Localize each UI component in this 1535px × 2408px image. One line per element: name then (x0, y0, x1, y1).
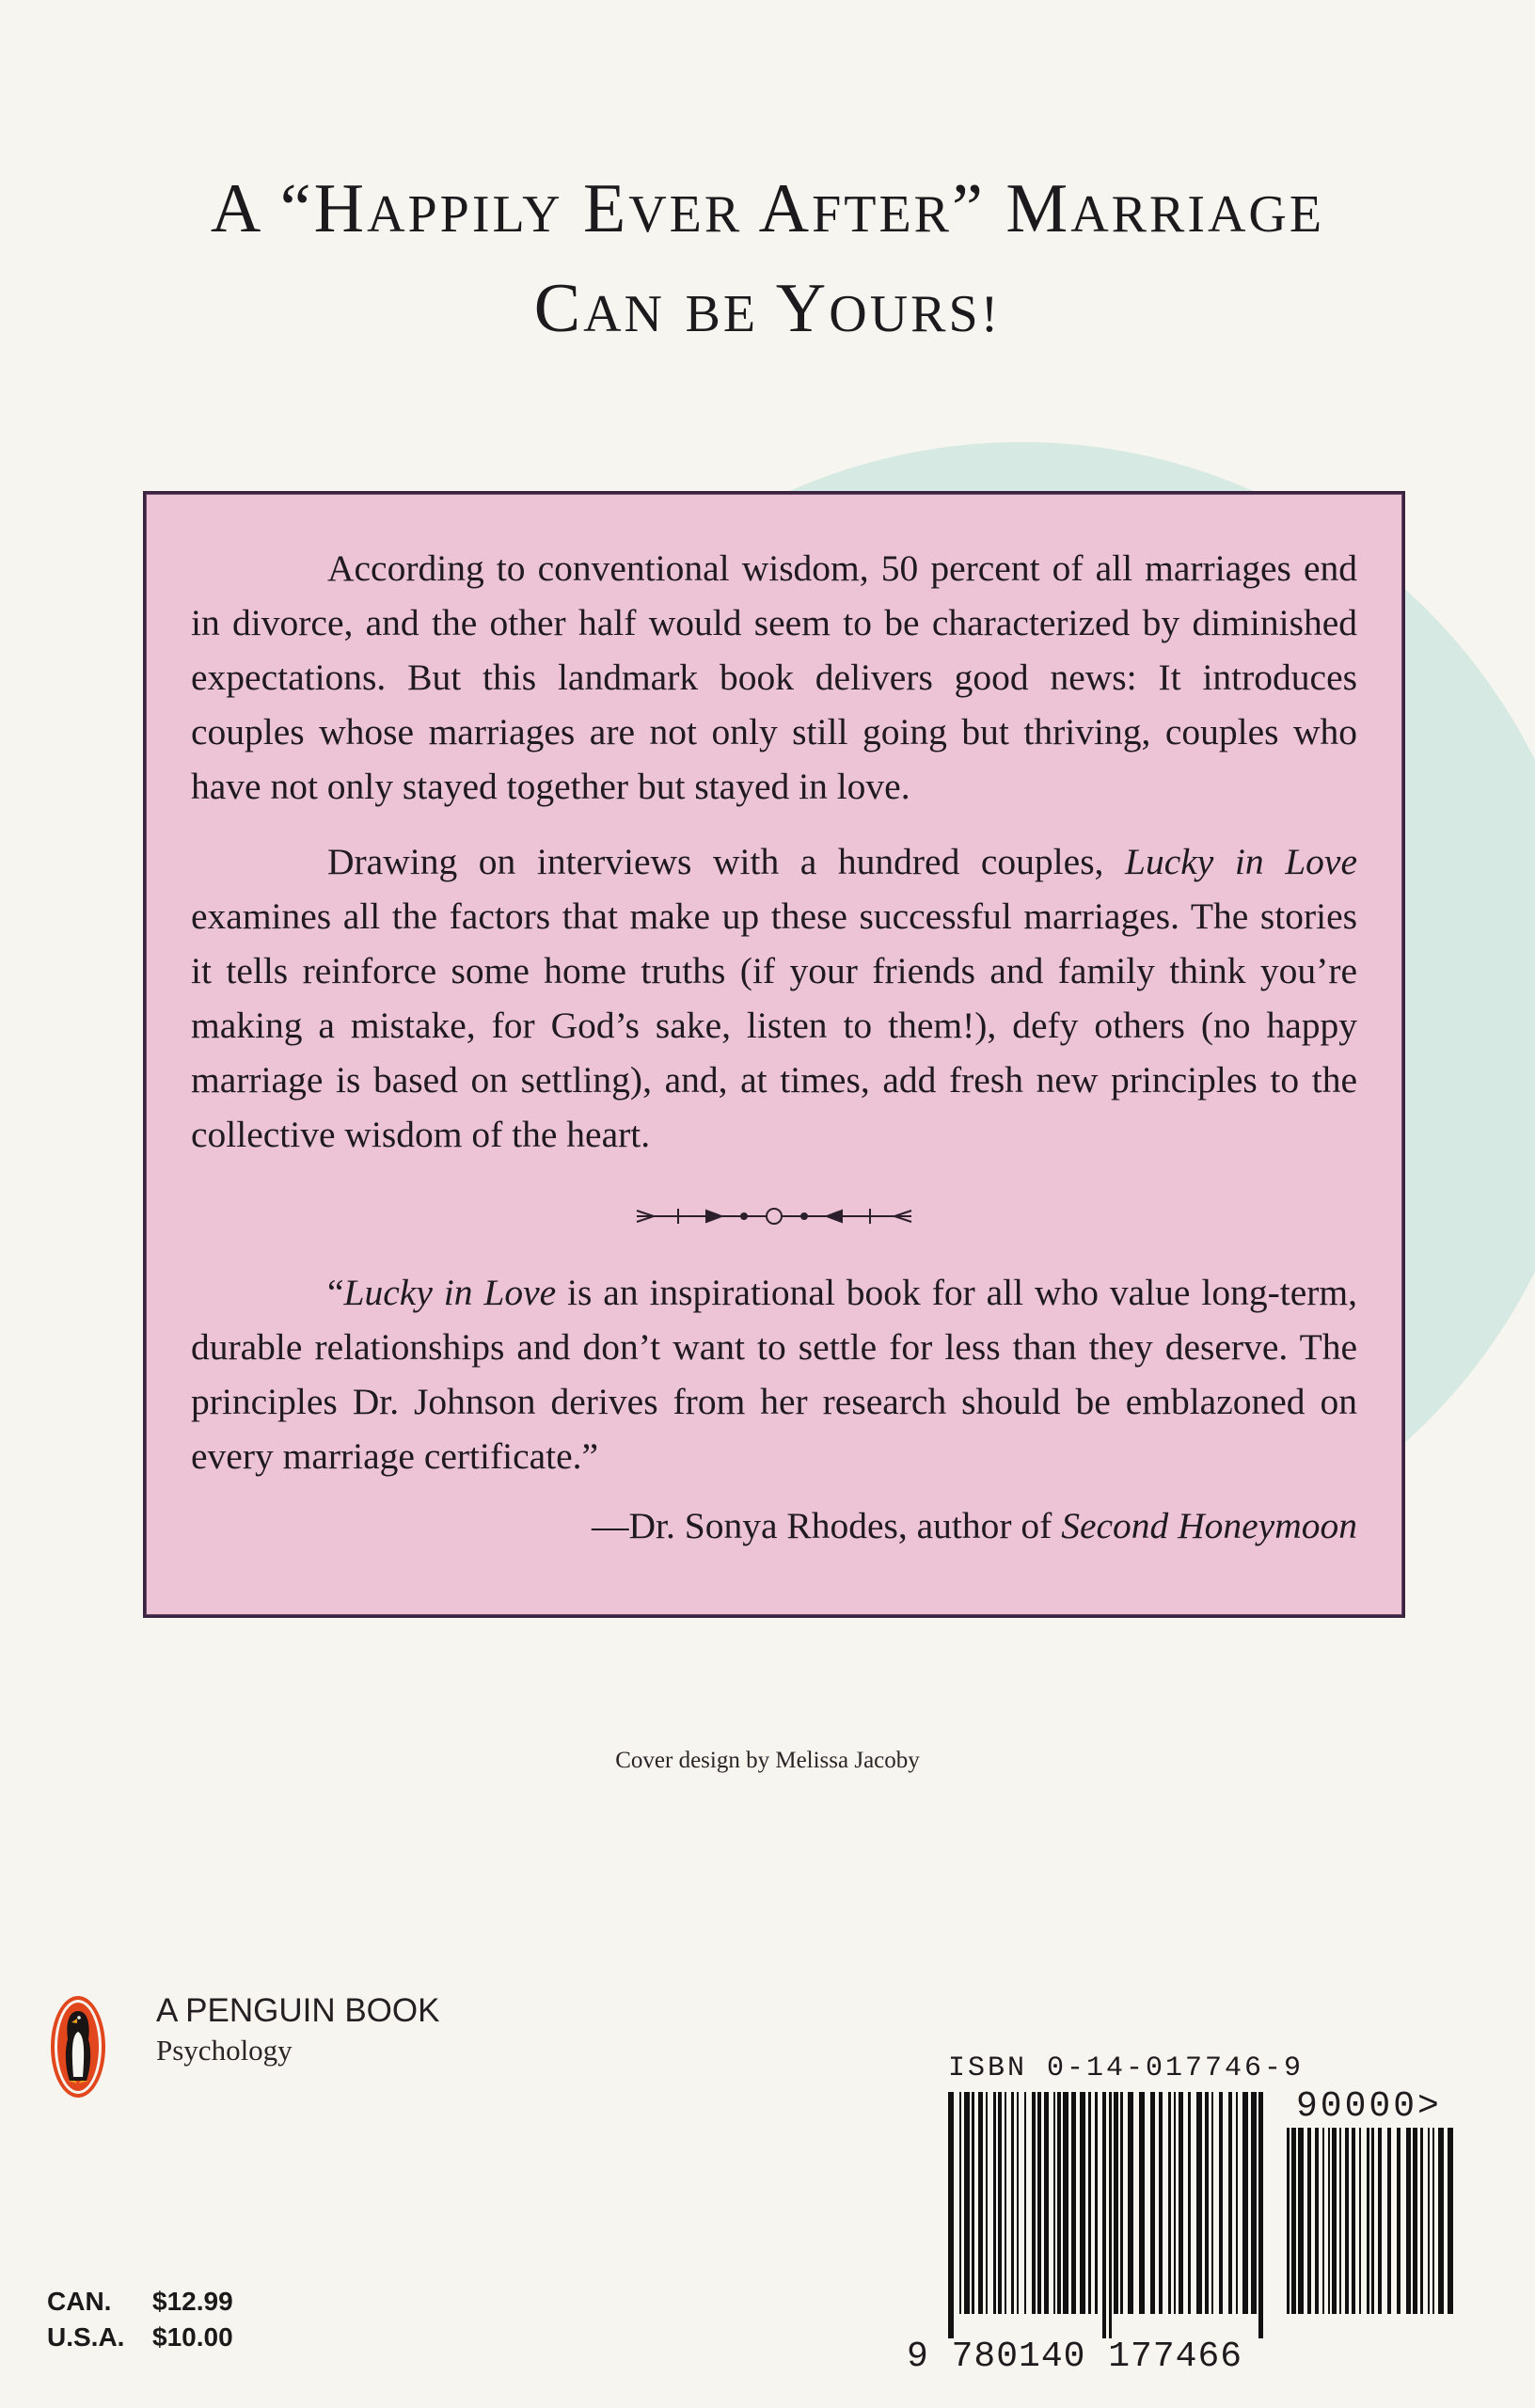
barcode-bar (1095, 2092, 1098, 2314)
barcode-bar (1251, 2092, 1257, 2314)
barcode-bar (1378, 2128, 1382, 2314)
barcode-bar (1328, 2128, 1330, 2314)
headline-word: FTER (812, 185, 953, 244)
barcode-bar (1332, 2128, 1337, 2314)
price-row (47, 2284, 233, 2320)
barcode-addon-icon (1285, 2128, 1454, 2338)
blurb-text: examines all the factors that make up these successful marriages. The stories it tells reinforce some home truths (if your friends and family think you’re making a mistake, for God’s sake, listen to them!), defy others (no happy marriage is based on settling), and, at times, add fresh new principles to the collective wisdom of the heart. (191, 895, 1357, 1155)
barcode-addon-digits: 90000> (1296, 2086, 1442, 2127)
cover-design-credit: Cover design by Melissa Jacoby (615, 1748, 920, 1773)
headline-word: A (758, 170, 813, 247)
barcode-bar (998, 2092, 1002, 2314)
barcode-bar (1037, 2092, 1041, 2314)
ornament-divider-icon (633, 1203, 915, 1229)
quote-mark: “ (327, 1272, 344, 1313)
blurb-text: Drawing on interviews with a hundred couples, (327, 841, 1126, 882)
barcode-bar (1287, 2128, 1290, 2314)
barcode-bar (1359, 2128, 1361, 2314)
publisher-name: A PENGUIN BOOK (156, 1992, 440, 2029)
barcode-bar (1102, 2092, 1106, 2338)
headline-line-2 (0, 261, 1535, 361)
barcode-bar (1322, 2128, 1324, 2314)
barcode-bar (1315, 2128, 1319, 2314)
headline-word: AN (583, 285, 665, 343)
price-value: $12.99 (152, 2287, 233, 2316)
barcode-bar (1307, 2128, 1311, 2314)
barcode-bar (1291, 2128, 1296, 2314)
barcode-bar (1428, 2128, 1430, 2314)
barcode-bar (1017, 2092, 1019, 2314)
barcode-bar (1011, 2092, 1014, 2314)
barcode-bar (1242, 2092, 1248, 2314)
barcode-bar (1174, 2092, 1176, 2314)
barcode-digits: 9 780140 177466 (907, 2337, 1243, 2377)
book-title: Lucky in Love (1125, 841, 1357, 882)
barcode-bar (1339, 2128, 1341, 2314)
barcode-bar (1159, 2092, 1163, 2314)
barcode-bar (1228, 2092, 1232, 2314)
barcode-bar (1150, 2092, 1155, 2314)
barcode-bar (1371, 2128, 1374, 2314)
barcode-bar (1211, 2092, 1213, 2314)
headline-word: ARRIAGE (1070, 185, 1325, 244)
headline-word: E (583, 170, 629, 247)
barcode-bar (1196, 2092, 1202, 2314)
price-label: U.S.A. (47, 2322, 125, 2352)
barcode-bar (1080, 2092, 1085, 2314)
headline-word: OURS! (829, 285, 1002, 343)
headline-word: C (533, 270, 584, 347)
attribution-text: —Dr. Sonya Rhodes, author of (591, 1505, 1062, 1546)
barcode-bar (1005, 2092, 1006, 2314)
headline-word: Y (775, 270, 830, 347)
barcode-bar (1352, 2128, 1355, 2314)
barcode-bar (1109, 2092, 1112, 2338)
barcode-bar (1219, 2092, 1223, 2314)
barcode-bar (1120, 2092, 1123, 2314)
headline-word: H (313, 170, 368, 247)
barcode-bar (1387, 2128, 1391, 2314)
penguin-logo-icon (49, 1994, 107, 2099)
barcode-bar (948, 2092, 954, 2338)
barcode-bar (1406, 2128, 1411, 2314)
barcode-bar (1088, 2092, 1091, 2314)
barcode-bar (986, 2092, 988, 2314)
barcode-bar (1044, 2092, 1049, 2314)
book-category: Psychology (156, 2034, 293, 2067)
barcode-bar (1367, 2128, 1369, 2314)
blurb-paragraph-2 (191, 834, 1357, 1162)
headline-word: BE (685, 285, 759, 343)
isbn-label: ISBN 0-14-017746-9 (948, 2052, 1305, 2084)
barcode-bar (964, 2092, 970, 2314)
barcode-bar (1032, 2092, 1036, 2314)
barcode-bar (1345, 2128, 1349, 2314)
barcode-bar (1432, 2128, 1434, 2314)
headline-word: A (210, 170, 261, 247)
barcode-bar (959, 2092, 961, 2314)
barcode-bar (1413, 2128, 1417, 2314)
quote-text: is an inspirational book for all who value long-term, durable relationships and don’t want to settle for less than they deserve. The principles Dr. Johnson derives from her research should be emblazoned on every marriage certificate.” (191, 1272, 1357, 1477)
barcode-bar (1236, 2092, 1238, 2314)
headline-quote: ” (952, 170, 986, 247)
price-value: $10.00 (152, 2322, 233, 2352)
barcode-icon (946, 2092, 1266, 2338)
headline (0, 162, 1535, 361)
barcode-bar (1397, 2128, 1400, 2314)
headline-quote: “ (279, 170, 314, 247)
barcode-bar (1071, 2092, 1076, 2314)
barcode-bar (1258, 2092, 1263, 2338)
barcode-bar (1168, 2092, 1171, 2314)
barcode-bar (1188, 2092, 1191, 2314)
headline-word: APPILY (367, 185, 563, 244)
price-label: CAN. (47, 2287, 112, 2316)
barcode-bar (1139, 2092, 1145, 2314)
barcode-bar (993, 2092, 996, 2314)
barcode-bar (1024, 2092, 1026, 2314)
barcode-bar (1179, 2092, 1183, 2314)
barcode-bar (1128, 2092, 1133, 2314)
headline-word: M (1005, 170, 1071, 247)
barcode-bar (978, 2092, 983, 2314)
blurb-quote (191, 1265, 1357, 1483)
blurb-paragraph-1: According to conventional wisdom, 50 percent of all marriages end in divorce, and the other half would seem to be characterized by diminished expectations. But this landmark book delivers good news: It introduces couples whose marriages are not only still going but thriving, couples who have not only stayed together but stayed in love. (191, 547, 1357, 807)
attribution-book-title: Second Honeymoon (1061, 1505, 1357, 1546)
barcode-bar (1053, 2092, 1055, 2314)
barcode-bar (1438, 2128, 1444, 2314)
price-row (47, 2320, 233, 2355)
barcode-bar (1205, 2092, 1209, 2314)
barcode-bar (1057, 2092, 1061, 2314)
headline-word: VER (628, 185, 743, 244)
price-list (47, 2284, 233, 2355)
barcode-bar (1420, 2128, 1423, 2314)
barcode-bar (1114, 2092, 1118, 2314)
quote-attribution (191, 1498, 1357, 1553)
blurb-panel (143, 491, 1405, 1618)
headline-line-1 (0, 162, 1535, 261)
barcode-bar (1448, 2128, 1453, 2314)
book-title: Lucky in Love (343, 1272, 557, 1313)
barcode-bar (1298, 2128, 1304, 2314)
barcode-bar (972, 2092, 974, 2314)
barcode-bar (1063, 2092, 1068, 2314)
